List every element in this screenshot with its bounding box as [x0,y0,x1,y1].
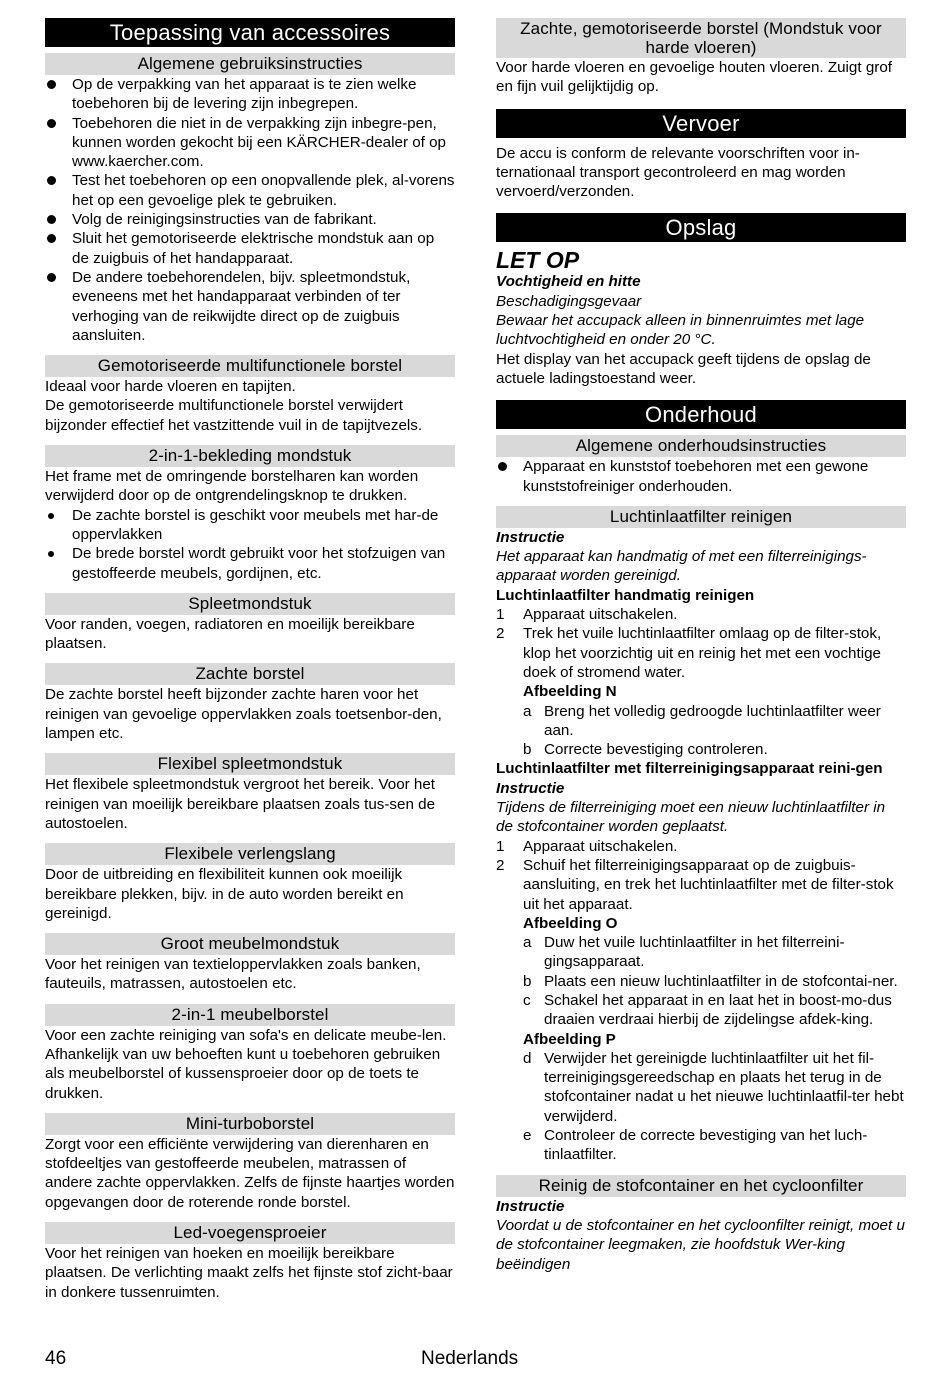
heading-onderhoudsinstructies: Algemene onderhoudsinstructies [496,435,906,457]
instruction-text: Voordat u de stofcontainer en het cycloonfilter reinigt, moet u de stofcontainer leegmaken, zie hoofdstuk Wer-king beëindigen [496,1216,905,1273]
paragraph: Het frame met de omringende borstelharen kan worden verwijderd door op de ontgrendelingsknop te drukken. [45,468,419,505]
heading-led-voegensproeier: Led-voegensproeier [45,1222,455,1244]
section-zachte-borstel [45,663,455,743]
list-item: 2 Trek het vuile luchtinlaatfilter omlaag op de filter-stok, klop het voorzichtig uit en reinig het met een vochtige doek of stromend water. [496,625,882,681]
list-item: De andere toebehorendelen, bijv. spleetmondstuk, eveneens met het handapparaat verbinden of ter verhoging van de reikwijdte direct op de zuigbuis aansluiten. [45,268,455,345]
instruction-label: Instructie [496,528,565,546]
substep-list [496,702,906,760]
substep-list [496,1049,906,1165]
bullet-list [45,75,455,345]
section-groot-meubelmondstuk [45,933,455,994]
subheading: Luchtinlaatfilter handmatig reinigen [496,586,755,604]
bullet-list [45,506,455,583]
section-title-accessoires: Toepassing van accessoires [45,18,455,47]
paragraph: Voor het reinigen van hoeken en moeilijk bereikbare plaatsen. De verlichting maakt zelfs het fijnste stof zicht-baar in donkere tussenruimten. [45,1245,453,1301]
bullet-icon [498,462,507,471]
paragraph: Ideaal voor harde vloeren en tapijten. [45,378,296,396]
section-title-onderhoud: Onderhoud [496,400,906,429]
heading-harde-vloeren: Zachte, gemotoriseerde borstel (Mondstuk voor harde vloeren) [496,18,906,58]
paragraph: Voor een zachte reiniging van sofa's en delicate meube-len. Afhankelijk van uw behoeften kunt u toebehoren gebruiken als meubelborstel of kussensproeier door op de toets te drukken. [45,1026,447,1102]
list-item: e Controleer de correcte bevestiging van het luch-tinlaatfilter. [523,1127,868,1164]
bullet-icon [47,215,56,224]
paragraph: Het display van het accupack geeft tijdens de opslag de actuele ladingstoestand weer. [496,350,871,387]
heading-spleetmondstuk: Spleetmondstuk [45,593,455,615]
bullet-icon [47,80,56,89]
paragraph: Door de uitbreiding en flexibiliteit kunnen ook moeilijk bereikbare plekken, bijv. in de auto worden bereikt en gereinigd. [45,866,404,922]
list-item: Sluit het gemotoriseerde elektrische mondstuk aan op de zuigbuis of het handapparaat. [45,229,455,268]
list-item: De brede borstel wordt gebruikt voor het stofzuigen van gestoffeerde meubels, gordijnen, etc. [45,544,455,583]
heading-groot-meubelmondstuk: Groot meubelmondstuk [45,933,455,955]
instruction-text: Tijdens de filterreiniging moet een nieuw luchtinlaatfilter in de stofcontainer worden geplaatst. [496,799,886,836]
list-item: 2 Schuif het filterreinigingsapparaat op de zuigbuis-aansluiting, en trek het luchtinlaatfilter met de filter-stok uit het apparaat. [496,856,894,913]
paragraph: Voor randen, voegen, radiatoren en moeilijk bereikbare plaatsen. [45,615,415,653]
heading-multifunctionele-borstel: Gemotoriseerde multifunctionele borstel [45,355,455,377]
figure-reference: Afbeelding N [523,683,617,701]
paragraph: Zorgt voor een efficiënte verwijdering van dierenharen en stofdeeltjes van gestoffeerde meubelen, matrassen of andere zachte oppervlakken. Zelfs de fijnste haartjes worden opgevangen door de roterende ronde borstel. [45,1135,455,1211]
bullet-icon [47,176,56,185]
paragraph: De accu is conform de relevante voorschriften voor in-ternationaal transport gecontroleerd en mag worden vervoerd/verzonden. [496,144,860,201]
section-flexibele-verlengslang [45,843,455,923]
instruction-label: Instructie [496,1197,565,1215]
heading-flexibele-verlengslang: Flexibele verlengslang [45,843,455,865]
heading-stofcontainer: Reinig de stofcontainer en het cycloonfilter [496,1175,906,1197]
warning-title: LET OP [496,247,580,274]
subheading: Luchtinlaatfilter met filterreinigingsapparaat reini-gen [496,760,883,778]
section-title-opslag: Opslag [496,213,906,242]
bullet-icon [47,273,56,282]
section-luchtinlaatfilter [496,506,906,1165]
warning-text: Bewaar het accupack alleen in binnenruimtes met lage luchtvochtigheid en onder 20 °C. [496,312,865,349]
paragraph: De zachte borstel heeft bijzonder zachte haren voor het reinigen van gevoelige oppervlakken zoals toetsenbor-den, lampen etc. [45,686,442,743]
instruction-label: Instructie [496,779,565,797]
bullet-icon [48,551,54,557]
section-vervoer [496,109,906,202]
heading-meubelborstel: 2-in-1 meubelborstel [45,1004,455,1026]
section-title-vervoer: Vervoer [496,109,906,138]
section-stofcontainer [496,1175,906,1274]
section-multifunctionele-borstel [45,355,455,435]
footer-language: Nederlands [421,1348,519,1369]
heading-bekleding-mondstuk: 2-in-1-bekleding mondstuk [45,445,455,467]
list-item: Test het toebehoren op een onopvallende plek, al-vorens het op een gevoelige plek te gebruiken. [45,171,455,210]
heading-flexibel-spleetmondstuk: Flexibel spleetmondstuk [45,753,455,775]
paragraph: Voor harde vloeren en gevoelige houten vloeren. Zuigt grof en fijn vuil gelijktijdig op. [496,59,892,96]
paragraph: De gemotoriseerde multifunctionele borstel verwijdert bijzonder effectief het vastzittende vuil in de tapijtvezels. [45,397,423,434]
left-column [45,18,455,1312]
figure-reference: Afbeelding O [523,914,618,932]
bullet-icon [47,119,56,128]
heading-gebruiksinstructies: Algemene gebruiksinstructies [45,53,455,75]
list-item: 1 Apparaat uitschakelen. [496,606,678,624]
list-item: d Verwijder het gereinigde luchtinlaatfilter uit het fil-terreinigingsgereedschap en plaats het terug in de stofcontainer nadat u het nieuwe luchtinlaatfil-ter hebt verwijderd. [523,1049,904,1125]
list-item: Volg de reinigingsinstructies van de fabrikant. [45,210,455,229]
bullet-list [496,457,906,496]
section-meubelborstel [45,1004,455,1103]
step-list [496,605,906,682]
bullet-icon [48,513,54,519]
list-item: a Breng het volledig gedroogde luchtinlaatfilter weer aan. [523,702,881,739]
step-list [496,837,906,914]
list-item: De zachte borstel is geschikt voor meubels met har-de oppervlakken [45,506,455,545]
heading-mini-turboborstel: Mini-turboborstel [45,1113,455,1135]
section-spleetmondstuk [45,593,455,654]
right-column [496,18,906,1284]
list-item: Toebehoren die niet in de verpakking zijn inbegre-pen, kunnen worden gekocht bij een KÄRCHER-dealer of op www.kaercher.com. [45,114,455,172]
heading-zachte-borstel: Zachte borstel [45,663,455,685]
list-item: b Correcte bevestiging controleren. [523,741,768,759]
list-item: b Plaats een nieuw luchtinlaatfilter in de stofcontai-ner. [523,972,898,990]
page-number: 46 [45,1348,67,1369]
substep-list [496,933,906,1029]
figure-reference: Afbeelding P [523,1030,616,1048]
section-onderhoudsinstructies [496,435,906,496]
list-item: Op de verpakking van het apparaat is te zien welke toebehoren bij de levering zijn inbegrepen. [45,75,455,114]
list-item: Apparaat en kunststof toebehoren met een gewone kunststofreiniger onderhouden. [496,457,906,496]
section-flexibel-spleetmondstuk [45,753,455,833]
section-mini-turboborstel [45,1113,455,1212]
list-item: 1 Apparaat uitschakelen. [496,837,678,855]
warning-subtitle: Vochtigheid en hitte [496,273,641,291]
heading-luchtinlaatfilter: Luchtinlaatfilter reinigen [496,506,906,528]
paragraph: Voor het reinigen van textieloppervlakken zoals banken, fauteuils, matrassen, autostoelen etc. [45,956,421,993]
section-led-voegensproeier [45,1222,455,1302]
section-bekleding-mondstuk [45,445,455,583]
section-opslag [496,213,906,388]
list-item: a Duw het vuile luchtinlaatfilter in het filterreini-gingsapparaat. [523,934,845,971]
bullet-icon [47,234,56,243]
warning-text: Beschadigingsgevaar [496,292,642,310]
instruction-text: Het apparaat kan handmatig of met een filterreinigings-apparaat worden gereinigd. [496,548,867,585]
paragraph: Het flexibele spleetmondstuk vergroot het bereik. Voor het reinigen van moeilijk bereikbare plaatsen zoals tus-sen de autostoelen. [45,776,436,832]
section-gebruiksinstructies [45,53,455,345]
list-item: c Schakel het apparaat in en laat het in boost-mo-dus draaien verdraai hierbij de zijdelingse afdek-king. [523,991,892,1029]
section-harde-vloeren [496,18,906,97]
